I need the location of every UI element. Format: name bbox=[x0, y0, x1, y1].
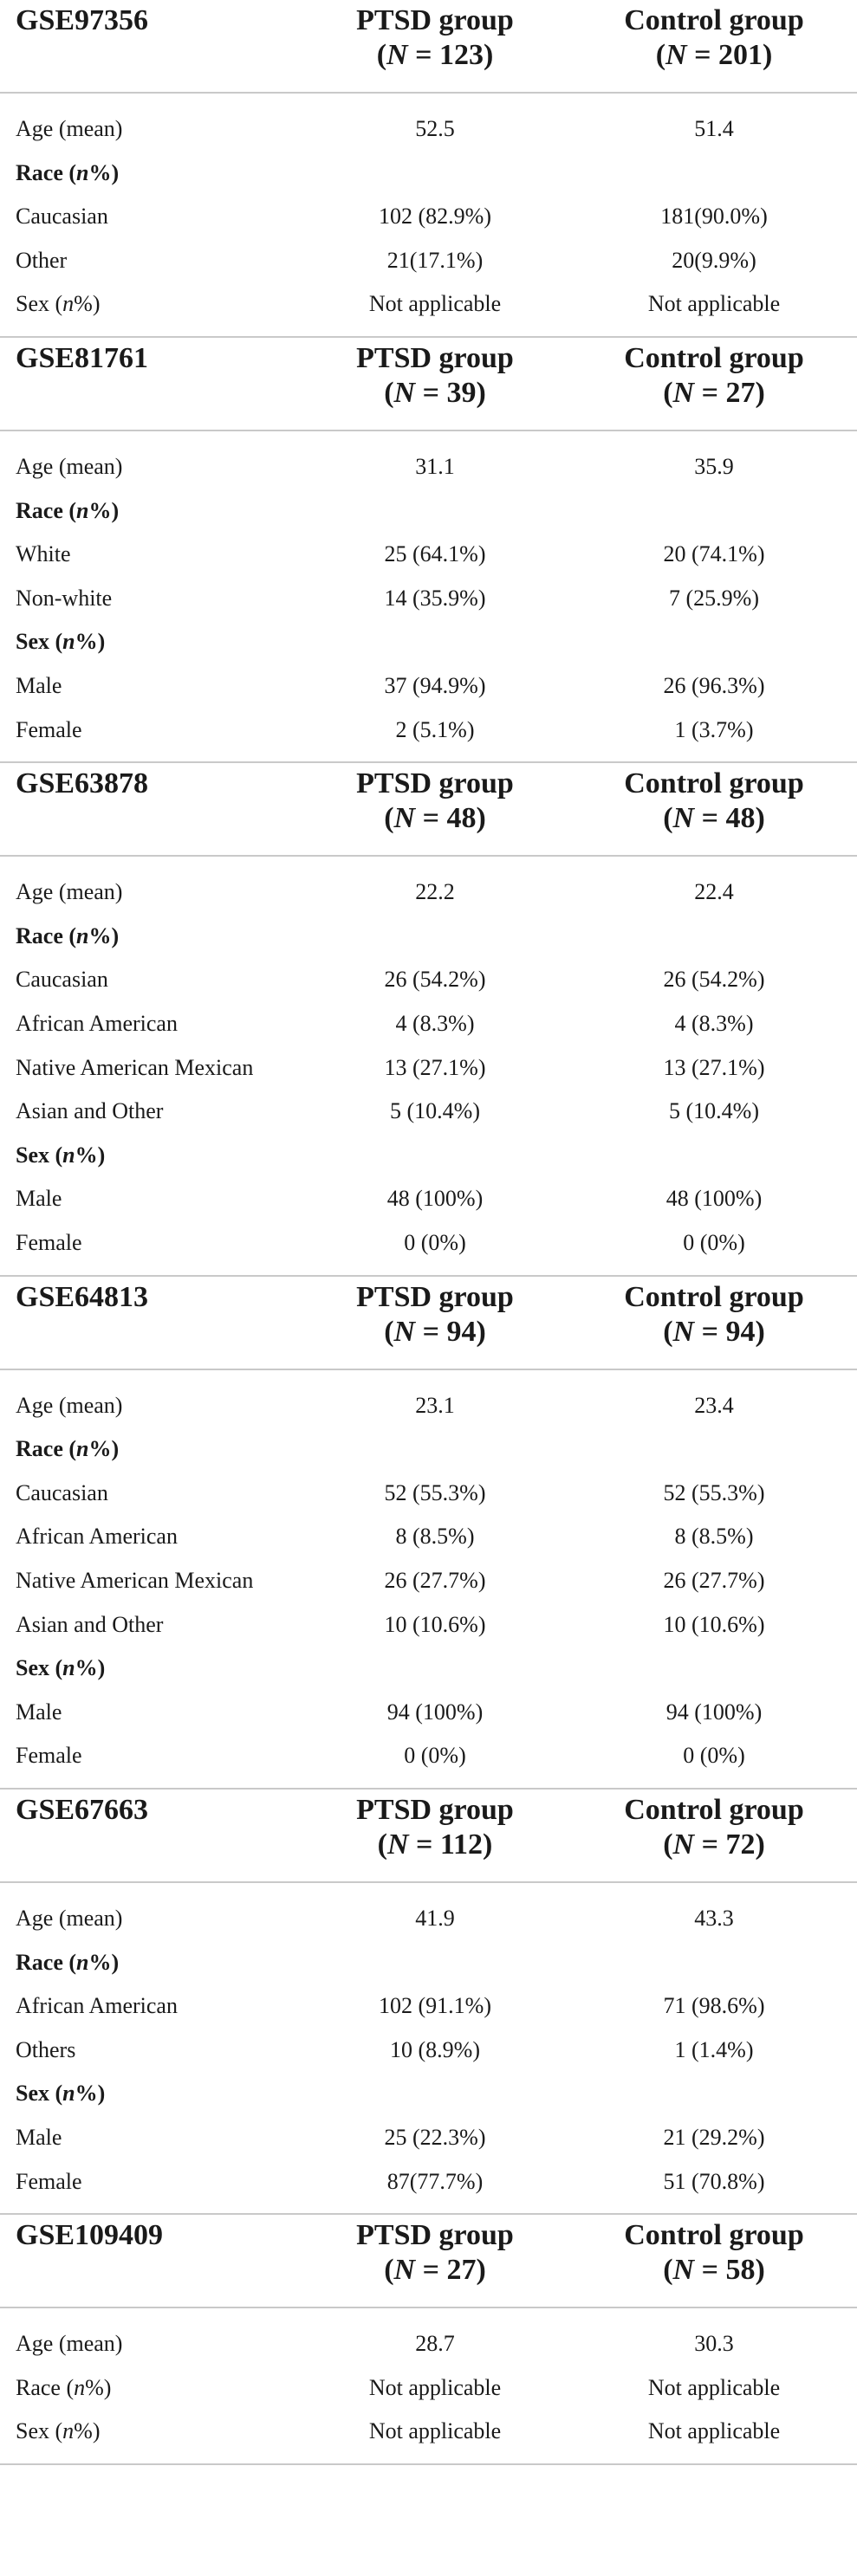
row-label: Age (mean) bbox=[16, 454, 123, 479]
control-group-header-count: (N = 201) bbox=[655, 39, 773, 71]
dataset-id: GSE81761 bbox=[16, 342, 149, 374]
dataset-id: GSE63878 bbox=[16, 767, 149, 800]
header-divider bbox=[0, 2307, 857, 2308]
table-row bbox=[0, 2322, 857, 2366]
table-row bbox=[0, 577, 857, 620]
table-row bbox=[0, 1472, 857, 1515]
ptsd-group-header bbox=[296, 341, 574, 411]
table-row bbox=[0, 1559, 857, 1602]
row-label: Other bbox=[16, 247, 68, 273]
row-label: Asian and Other bbox=[16, 1098, 164, 1124]
ptsd-value: 31.1 bbox=[415, 454, 455, 479]
ptsd-value: 41.9 bbox=[415, 1906, 455, 1931]
row-label: Non-white bbox=[16, 585, 113, 611]
table-row bbox=[0, 152, 857, 195]
row-label: Age (mean) bbox=[16, 1392, 123, 1418]
ptsd-group-header-count-value: 112 bbox=[439, 1828, 484, 1861]
dataset-section bbox=[0, 763, 857, 1276]
row-label: Male bbox=[16, 2125, 62, 2150]
ptsd-group-header-count: (N = 48) bbox=[384, 802, 486, 835]
ptsd-group-header-label: PTSD group bbox=[356, 767, 514, 800]
row-label: African American bbox=[16, 1010, 178, 1036]
row-label: Native American Mexican bbox=[16, 1054, 254, 1080]
control-value: Not applicable bbox=[647, 2418, 781, 2444]
ptsd-value: 94 (100%) bbox=[386, 1699, 484, 1725]
control-value: 94 (100%) bbox=[665, 1699, 763, 1725]
header-divider bbox=[0, 430, 857, 431]
control-value: 10 (10.6%) bbox=[663, 1611, 765, 1637]
row-label: Female bbox=[16, 716, 82, 742]
row-label: African American bbox=[16, 1524, 178, 1550]
ptsd-value: 25 (22.3%) bbox=[384, 2125, 486, 2150]
row-label: Age (mean) bbox=[16, 879, 123, 905]
row-label: Native American Mexican bbox=[16, 1567, 254, 1593]
control-group-header-count: (N = 94) bbox=[663, 1315, 765, 1348]
table-row bbox=[0, 1384, 857, 1427]
ptsd-group-header-label: PTSD group bbox=[356, 342, 514, 374]
ptsd-value: 10 (10.6%) bbox=[384, 1611, 486, 1637]
dataset-section bbox=[0, 1277, 857, 1790]
table-row bbox=[0, 664, 857, 708]
table-row bbox=[0, 871, 857, 914]
control-value: 20 (74.1%) bbox=[663, 541, 765, 567]
dataset-section bbox=[0, 2215, 857, 2465]
table-row bbox=[0, 709, 857, 752]
ptsd-value: 52 (55.3%) bbox=[384, 1479, 486, 1505]
control-value: 0 (0%) bbox=[683, 1229, 745, 1255]
control-value: 20(9.9%) bbox=[672, 247, 756, 273]
ptsd-value: 0 (0%) bbox=[404, 1229, 466, 1255]
ptsd-value: 0 (0%) bbox=[404, 1743, 466, 1769]
control-group-header-count-value: 72 bbox=[725, 1828, 756, 1861]
ptsd-group-header-count-value: 123 bbox=[438, 39, 484, 71]
ptsd-value: 102 (82.9%) bbox=[379, 204, 491, 230]
control-value: 48 (100%) bbox=[665, 1186, 763, 1212]
table-row bbox=[0, 1984, 857, 2028]
ptsd-value: 14 (35.9%) bbox=[384, 585, 486, 611]
table-row bbox=[0, 2366, 857, 2410]
ptsd-value: 21(17.1%) bbox=[386, 247, 484, 273]
table-row bbox=[0, 1647, 857, 1690]
control-value: 30.3 bbox=[694, 2331, 734, 2357]
ptsd-group-header-label: PTSD group bbox=[356, 1280, 514, 1313]
ptsd-group-header bbox=[296, 1793, 574, 1862]
table-row bbox=[0, 1177, 857, 1220]
control-value: 71 (98.6%) bbox=[663, 1993, 765, 2019]
ptsd-value: Not applicable bbox=[368, 2374, 502, 2400]
dataset-section bbox=[0, 1790, 857, 2215]
ptsd-value: 5 (10.4%) bbox=[390, 1098, 480, 1124]
ptsd-group-header bbox=[296, 767, 574, 836]
control-group-header bbox=[575, 767, 853, 836]
table-row bbox=[0, 958, 857, 1001]
ptsd-value: 4 (8.3%) bbox=[395, 1010, 475, 1036]
table-row bbox=[0, 195, 857, 238]
ptsd-value: 8 (8.5%) bbox=[395, 1524, 475, 1550]
table-row bbox=[0, 1134, 857, 1177]
ptsd-value: 10 (8.9%) bbox=[390, 2036, 480, 2062]
row-label: Caucasian bbox=[16, 967, 108, 993]
control-group-header-label: Control group bbox=[624, 1280, 804, 1313]
control-group-header bbox=[575, 3, 853, 73]
ptsd-group-header-label: PTSD group bbox=[356, 4, 514, 36]
table-row bbox=[0, 915, 857, 958]
table-row bbox=[0, 1427, 857, 1471]
ptsd-value: 28.7 bbox=[415, 2331, 455, 2357]
table-row bbox=[0, 2029, 857, 2072]
dataset-id: GSE97356 bbox=[16, 4, 149, 36]
control-group-header-count: (N = 58) bbox=[663, 2254, 765, 2287]
row-label: Asian and Other bbox=[16, 1611, 164, 1637]
control-value: 1 (1.4%) bbox=[674, 2036, 754, 2062]
control-value: 1 (3.7%) bbox=[674, 716, 754, 742]
table-row bbox=[0, 1941, 857, 1984]
control-value: 5 (10.4%) bbox=[669, 1098, 759, 1124]
ptsd-group-header bbox=[296, 3, 574, 73]
table-row bbox=[0, 239, 857, 282]
ptsd-value: 26 (27.7%) bbox=[384, 1567, 486, 1593]
control-group-header bbox=[575, 2218, 853, 2288]
ptsd-value: Not applicable bbox=[368, 291, 502, 317]
control-group-header-count: (N = 27) bbox=[663, 377, 765, 409]
control-group-header-count-value: 94 bbox=[725, 1315, 756, 1348]
row-label: Sex (n%) bbox=[16, 629, 106, 655]
row-label: Caucasian bbox=[16, 204, 108, 230]
control-group-header bbox=[575, 1280, 853, 1349]
row-label: Race (n%) bbox=[16, 1949, 120, 1975]
table-row bbox=[0, 107, 857, 151]
row-label: Female bbox=[16, 1743, 82, 1769]
table-row bbox=[0, 533, 857, 576]
ptsd-value: 102 (91.1%) bbox=[379, 1993, 491, 2019]
dataset-section bbox=[0, 0, 857, 338]
table-row bbox=[0, 489, 857, 533]
table-row bbox=[0, 2410, 857, 2453]
header-divider bbox=[0, 92, 857, 94]
row-label: Male bbox=[16, 1699, 62, 1725]
ptsd-group-header-count: (N = 112) bbox=[377, 1828, 493, 1861]
ptsd-value: 25 (64.1%) bbox=[384, 541, 486, 567]
ptsd-value: Not applicable bbox=[368, 2418, 502, 2444]
table-row bbox=[0, 1691, 857, 1734]
row-label: Sex (n%) bbox=[16, 291, 101, 317]
control-value: 4 (8.3%) bbox=[674, 1010, 754, 1036]
row-label: Sex (n%) bbox=[16, 1655, 106, 1681]
table-row bbox=[0, 445, 857, 489]
control-value: 13 (27.1%) bbox=[663, 1054, 765, 1080]
control-group-header bbox=[575, 341, 853, 411]
table-row bbox=[0, 1090, 857, 1133]
table-row bbox=[0, 620, 857, 663]
row-label: Race (n%) bbox=[16, 159, 120, 185]
row-label: Caucasian bbox=[16, 1479, 108, 1505]
ptsd-value: 13 (27.1%) bbox=[384, 1054, 486, 1080]
row-label: Race (n%) bbox=[16, 497, 120, 523]
table-row bbox=[0, 282, 857, 326]
table-row bbox=[0, 1046, 857, 1090]
ptsd-group-header-label: PTSD group bbox=[356, 1794, 514, 1826]
control-group-header-count: (N = 48) bbox=[663, 802, 765, 835]
control-group-header-label: Control group bbox=[624, 4, 804, 36]
table-row bbox=[0, 1897, 857, 1940]
row-label: Age (mean) bbox=[16, 116, 123, 141]
control-value: 21 (29.2%) bbox=[663, 2125, 765, 2150]
control-value: 51.4 bbox=[694, 116, 734, 141]
dataset-id: GSE64813 bbox=[16, 1280, 149, 1313]
ptsd-value: 52.5 bbox=[415, 116, 455, 141]
header-divider bbox=[0, 855, 857, 857]
control-value: 181(90.0%) bbox=[660, 204, 768, 230]
ptsd-group-header-count: (N = 39) bbox=[384, 377, 486, 409]
table-row bbox=[0, 2116, 857, 2159]
control-group-header-count: (N = 72) bbox=[663, 1828, 765, 1861]
row-label: Others bbox=[16, 2036, 76, 2062]
control-value: 26 (27.7%) bbox=[663, 1567, 765, 1593]
row-label: White bbox=[16, 541, 71, 567]
dataset-id: GSE67663 bbox=[16, 1794, 149, 1826]
ptsd-group-header-label: PTSD group bbox=[356, 2219, 514, 2252]
table-row bbox=[0, 1002, 857, 1045]
ptsd-value: 2 (5.1%) bbox=[395, 716, 475, 742]
table-row bbox=[0, 1603, 857, 1647]
control-value: 0 (0%) bbox=[683, 1743, 745, 1769]
row-label: Sex (n%) bbox=[16, 2081, 106, 2107]
control-value: 22.4 bbox=[694, 879, 734, 905]
row-label: Race (n%) bbox=[16, 922, 120, 948]
table-row bbox=[0, 1515, 857, 1558]
dataset-section bbox=[0, 338, 857, 763]
control-group-header-label: Control group bbox=[624, 1794, 804, 1826]
ptsd-value: 23.1 bbox=[415, 1392, 455, 1418]
control-value: 35.9 bbox=[694, 454, 734, 479]
control-group-header-label: Control group bbox=[624, 2219, 804, 2252]
control-group-header bbox=[575, 1793, 853, 1862]
ptsd-group-header bbox=[296, 2218, 574, 2288]
row-label: Male bbox=[16, 673, 62, 698]
ptsd-value: 87(77.7%) bbox=[386, 2168, 484, 2194]
table-row bbox=[0, 1221, 857, 1265]
control-group-header-count-value: 48 bbox=[725, 802, 756, 835]
control-value: 51 (70.8%) bbox=[663, 2168, 765, 2194]
table-row bbox=[0, 2072, 857, 2115]
control-value: Not applicable bbox=[647, 2374, 781, 2400]
ptsd-group-header-count-value: 39 bbox=[446, 377, 477, 409]
control-value: 23.4 bbox=[694, 1392, 734, 1418]
ptsd-group-header-count-value: 48 bbox=[446, 802, 477, 835]
ptsd-value: 48 (100%) bbox=[386, 1186, 484, 1212]
ptsd-value: 22.2 bbox=[415, 879, 455, 905]
ptsd-group-header-count: (N = 27) bbox=[384, 2254, 486, 2287]
control-value: 7 (25.9%) bbox=[669, 585, 759, 611]
control-group-header-count-value: 58 bbox=[725, 2254, 756, 2287]
control-value: Not applicable bbox=[647, 291, 781, 317]
control-value: 52 (55.3%) bbox=[663, 1479, 765, 1505]
ptsd-group-header-count: (N = 94) bbox=[384, 1315, 486, 1348]
control-group-header-count-value: 201 bbox=[717, 39, 763, 71]
ptsd-group-header-count: (N = 123) bbox=[376, 39, 494, 71]
section-divider bbox=[0, 2463, 857, 2465]
control-value: 43.3 bbox=[694, 1906, 734, 1931]
row-label: African American bbox=[16, 1993, 178, 2019]
row-label: Female bbox=[16, 2168, 82, 2194]
control-group-header-label: Control group bbox=[624, 342, 804, 374]
control-value: 26 (54.2%) bbox=[663, 967, 765, 993]
ptsd-value: 26 (54.2%) bbox=[384, 967, 486, 993]
row-label: Female bbox=[16, 1229, 82, 1255]
header-divider bbox=[0, 1369, 857, 1370]
header-divider bbox=[0, 1881, 857, 1883]
row-label: Race (n%) bbox=[16, 1436, 120, 1462]
ptsd-group-header bbox=[296, 1280, 574, 1349]
control-value: 8 (8.5%) bbox=[674, 1524, 754, 1550]
control-value: 26 (96.3%) bbox=[663, 673, 765, 698]
table-row bbox=[0, 1734, 857, 1777]
dataset-id: GSE109409 bbox=[16, 2219, 164, 2252]
table-row bbox=[0, 2160, 857, 2204]
row-label: Sex (n%) bbox=[16, 1142, 106, 1168]
row-label: Race (n%) bbox=[16, 2374, 112, 2400]
ptsd-group-header-count-value: 27 bbox=[446, 2254, 477, 2287]
row-label: Male bbox=[16, 1186, 62, 1212]
row-label: Age (mean) bbox=[16, 1906, 123, 1931]
ptsd-value: 37 (94.9%) bbox=[384, 673, 486, 698]
row-label: Age (mean) bbox=[16, 2331, 123, 2357]
control-group-header-label: Control group bbox=[624, 767, 804, 800]
control-group-header-count-value: 27 bbox=[725, 377, 756, 409]
ptsd-group-header-count-value: 94 bbox=[446, 1315, 477, 1348]
row-label: Sex (n%) bbox=[16, 2418, 101, 2444]
